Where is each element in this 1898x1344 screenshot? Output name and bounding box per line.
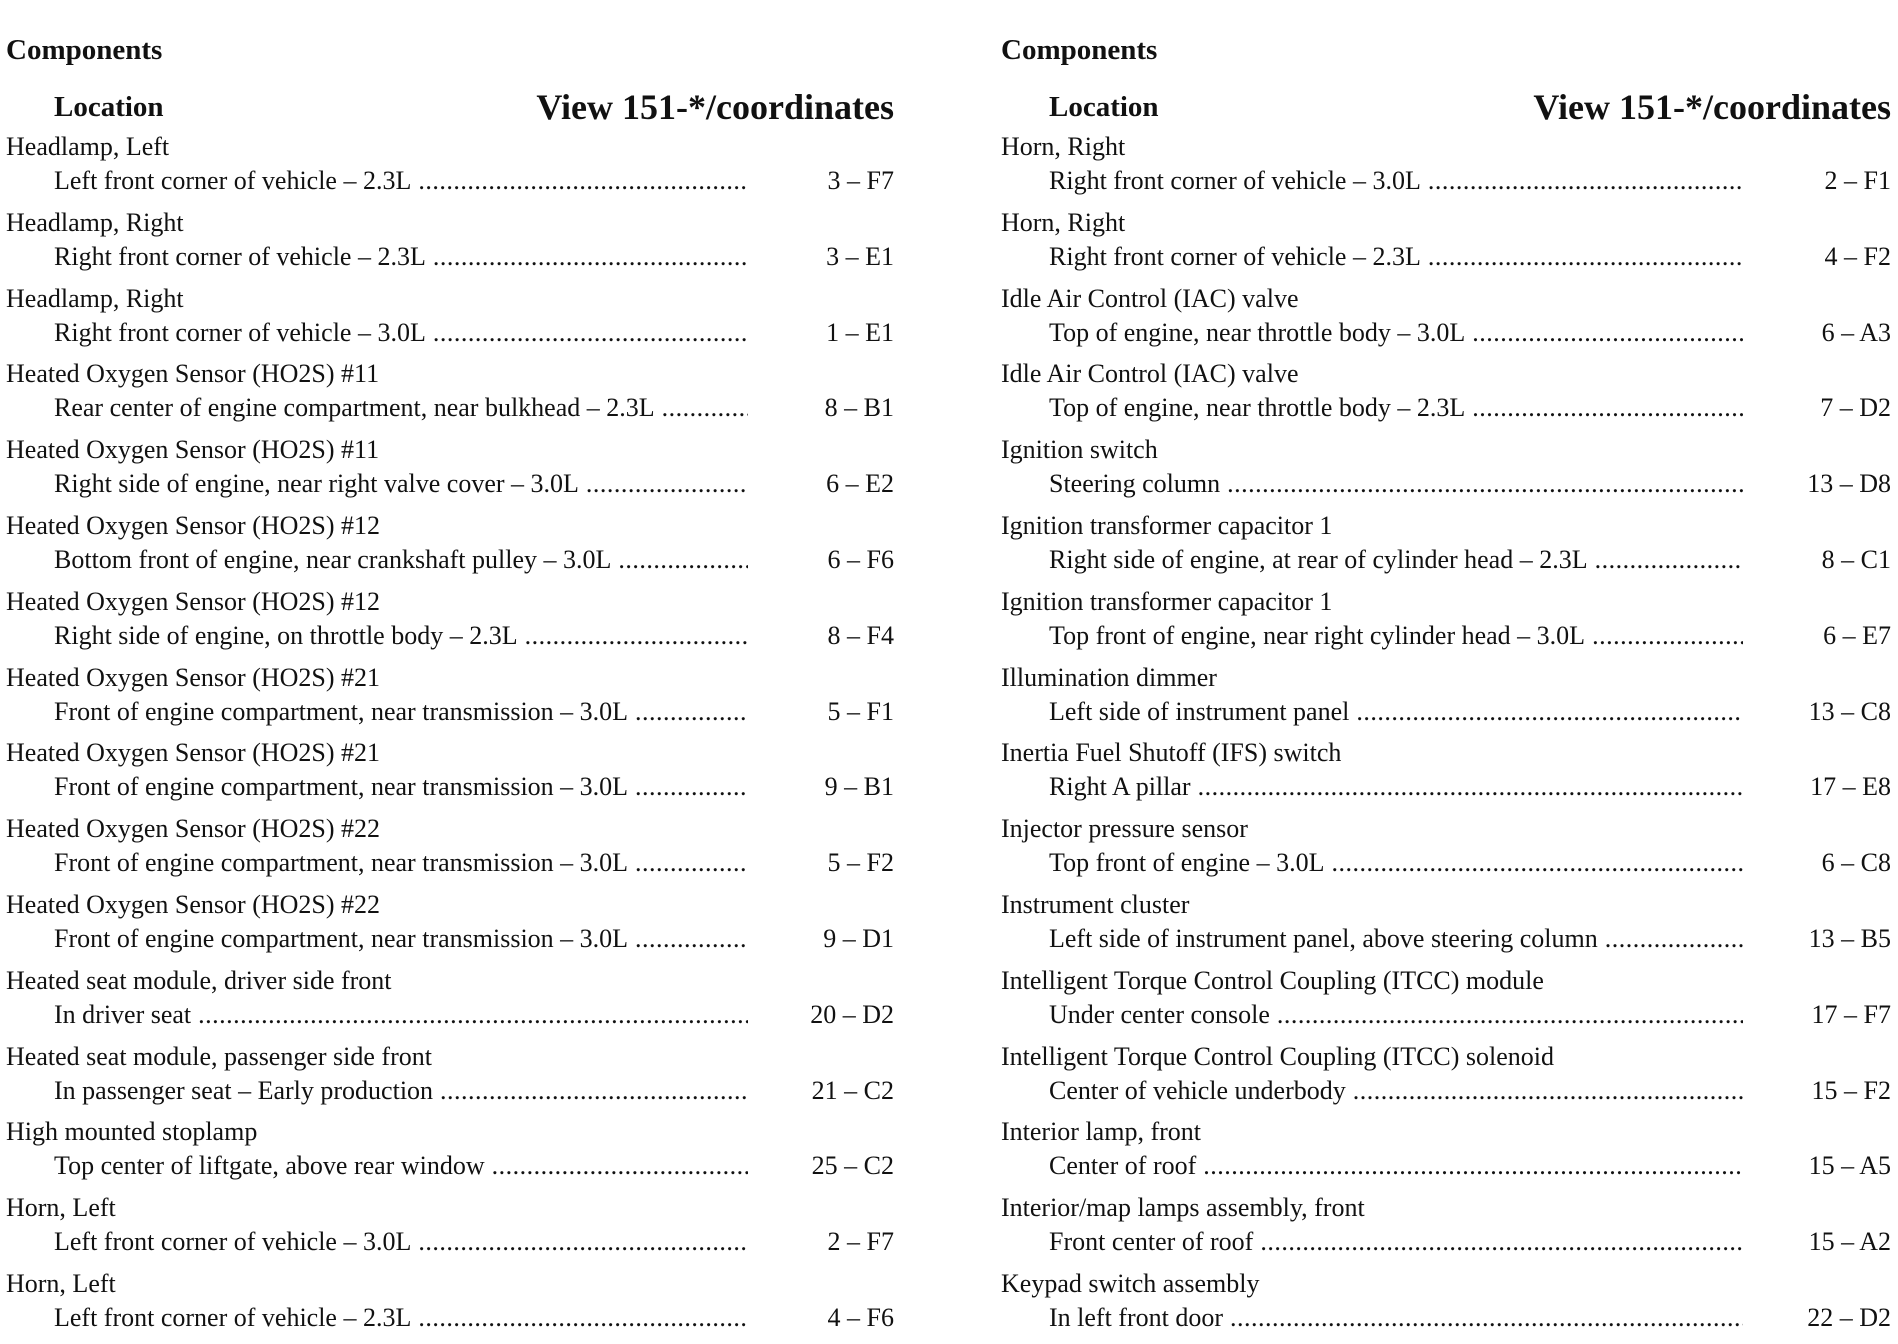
component-entry [1001,736,1891,812]
section-title: Components [6,34,163,66]
location-description: In passenger seat – Early production ..... [54,1074,748,1108]
component-detail-row [6,1149,894,1183]
component-entry [1001,433,1891,509]
view-coordinate: 9 – D1 [823,923,894,953]
column-header [6,70,894,130]
location-description: Top front of engine – 3.0L ..... [1049,846,1743,880]
location-description: Front of engine compartment, near transmission – 3.0L ..... [54,922,748,956]
component-name: Intelligent Torque Control Coupling (ITCC) module [1001,965,1544,995]
location-description: Right front corner of vehicle – 2.3L ..... [54,240,748,274]
component-detail-row [6,695,894,729]
component-detail-row [6,998,894,1032]
location-description: Right side of engine, on throttle body – 2.3L ..... [54,619,748,653]
component-entry [6,282,894,358]
component-name: Horn, Left [6,1268,116,1298]
component-detail-row [6,1301,894,1335]
location-description: Top front of engine, near right cylinder head – 3.0L ..... [1049,619,1743,653]
right-column [1001,30,1891,1343]
component-name: Heated Oxygen Sensor (HO2S) #11 [6,359,380,389]
component-detail-row [6,846,894,880]
component-name: Keypad switch assembly [1001,1268,1260,1298]
component-entry [1001,1191,1891,1267]
component-detail-row [6,922,894,956]
location-description: Rear center of engine compartment, near bulkhead – 2.3L ..... [54,391,748,425]
component-name: Heated Oxygen Sensor (HO2S) #22 [6,889,381,919]
component-detail-row [6,164,894,198]
component-detail-row [1001,164,1891,198]
component-name: High mounted stoplamp [6,1117,258,1147]
component-entry [6,130,894,206]
component-entry [1001,130,1891,206]
component-name: Ignition transformer capacitor 1 [1001,510,1333,540]
location-description: Center of vehicle underbody ..... [1049,1074,1743,1108]
component-entry [1001,1040,1891,1116]
component-entry [6,736,894,812]
component-detail-row [1001,1225,1891,1259]
view-coordinate: 20 – D2 [810,999,894,1029]
view-coordinate: 2 – F7 [827,1227,894,1257]
view-coordinate: 3 – F7 [827,166,894,195]
component-detail-row [6,1074,894,1108]
location-description: In driver seat ..... [54,998,748,1032]
component-entry [1001,585,1891,661]
component-name: Interior/map lamps assembly, front [1001,1193,1365,1223]
component-name: Heated seat module, driver side front [6,965,392,995]
component-entry [6,661,894,737]
view-coordinate: 5 – F1 [827,696,894,726]
component-name: Horn, Right [1001,207,1126,237]
view-coordinate: 6 – E7 [1823,620,1891,650]
location-description: Left front corner of vehicle – 2.3L ..... [54,1301,748,1335]
location-description: Left side of instrument panel ..... [1049,695,1743,729]
component-detail-row [1001,316,1891,350]
component-detail-row [1001,391,1891,425]
component-name: Ignition transformer capacitor 1 [1001,586,1333,616]
view-coordinates-header: View 151-*/coordinates [536,87,894,127]
component-entry [1001,1267,1891,1343]
view-coordinate: 4 – F2 [1824,241,1891,271]
component-entry [1001,661,1891,737]
location-header: Location [54,91,164,123]
view-coordinate: 4 – F6 [827,1302,894,1332]
component-detail-row [1001,543,1891,577]
component-entry [1001,888,1891,964]
view-coordinate: 6 – C8 [1821,848,1891,878]
view-coordinate: 22 – D2 [1807,1302,1891,1332]
component-detail-row [6,467,894,501]
view-coordinate: 8 – B1 [824,393,894,423]
component-detail-row [6,770,894,804]
component-detail-row [1001,770,1891,804]
component-entry [6,1115,894,1191]
location-description: Front of engine compartment, near transmission – 3.0L ..... [54,846,748,880]
view-coordinate: 13 – D8 [1807,469,1891,499]
location-header: Location [1049,91,1159,123]
location-description: Center of roof ..... [1049,1149,1743,1183]
component-name: Illumination dimmer [1001,662,1217,692]
view-coordinate: 2 – F1 [1824,166,1891,195]
location-description: Right front corner of vehicle – 3.0L ..... [1049,164,1743,198]
view-coordinate: 6 – E2 [826,469,894,499]
view-coordinate: 15 – A5 [1808,1151,1891,1181]
component-name: Heated Oxygen Sensor (HO2S) #11 [6,435,380,465]
component-entry [1001,509,1891,585]
component-name: Horn, Left [6,1193,116,1223]
location-description: Right side of engine, near right valve cover – 3.0L ..... [54,467,748,501]
component-name: Headlamp, Right [6,207,184,237]
left-column [6,30,894,1343]
location-description: Left front corner of vehicle – 2.3L ..... [54,164,748,198]
section-title: Components [1001,34,1158,66]
location-description: Right side of engine, at rear of cylinder head – 2.3L ..... [1049,543,1743,577]
component-detail-row [1001,922,1891,956]
component-name: Heated Oxygen Sensor (HO2S) #12 [6,586,381,616]
location-description: Left side of instrument panel, above steering column ..... [1049,922,1743,956]
view-coordinate: 17 – F7 [1811,999,1891,1029]
component-name: Horn, Right [1001,132,1126,161]
component-entry [6,812,894,888]
view-coordinate: 13 – B5 [1808,923,1891,953]
component-entry [6,509,894,585]
view-coordinate: 6 – F6 [827,544,894,574]
component-entry [1001,206,1891,282]
component-detail-row [1001,846,1891,880]
view-coordinate: 7 – D2 [1820,393,1891,423]
component-detail-row [6,1225,894,1259]
location-description: Under center console ..... [1049,998,1743,1032]
component-detail-row [6,391,894,425]
component-name: Heated Oxygen Sensor (HO2S) #22 [6,814,381,844]
component-entry [6,1191,894,1267]
location-description: Bottom front of engine, near crankshaft pulley – 3.0L ..... [54,543,748,577]
component-name: Heated Oxygen Sensor (HO2S) #21 [6,662,381,692]
view-coordinate: 5 – F2 [827,848,894,878]
location-description: Front center of roof ..... [1049,1225,1743,1259]
location-description: Front of engine compartment, near transmission – 3.0L ..... [54,695,748,729]
view-coordinate: 6 – A3 [1821,317,1891,347]
view-coordinate: 21 – C2 [811,1075,894,1105]
component-entry [6,206,894,282]
column-header [1001,70,1891,130]
component-detail-row [6,316,894,350]
component-name: Injector pressure sensor [1001,814,1248,844]
component-entry [6,964,894,1040]
component-detail-row [1001,619,1891,653]
component-entry [6,585,894,661]
component-detail-row [6,619,894,653]
component-entry [6,1040,894,1116]
location-description: Top of engine, near throttle body – 2.3L ..... [1049,391,1743,425]
location-description: Left front corner of vehicle – 3.0L ..... [54,1225,748,1259]
view-coordinate: 25 – C2 [811,1151,894,1181]
component-detail-row [1001,467,1891,501]
location-description: Top of engine, near throttle body – 3.0L ..... [1049,316,1743,350]
component-entry [1001,282,1891,358]
location-description: Front of engine compartment, near transmission – 3.0L ..... [54,770,748,804]
component-name: Headlamp, Left [6,132,170,161]
view-coordinates-header: View 151-*/coordinates [1533,87,1891,127]
component-entry [1001,357,1891,433]
component-entry [6,433,894,509]
component-detail-row [1001,695,1891,729]
location-description: Right front corner of vehicle – 3.0L ..... [54,316,748,350]
component-name: Intelligent Torque Control Coupling (ITCC) solenoid [1001,1041,1555,1071]
component-name: Instrument cluster [1001,889,1190,919]
component-name: Idle Air Control (IAC) valve [1001,283,1299,313]
component-entry [1001,1115,1891,1191]
component-name: Interior lamp, front [1001,1117,1201,1147]
component-entry [6,888,894,964]
view-coordinate: 13 – C8 [1808,696,1891,726]
location-description: In left front door ..... [1049,1301,1743,1335]
component-entry [6,1267,894,1343]
component-detail-row [6,543,894,577]
view-coordinate: 9 – B1 [824,772,894,802]
component-detail-row [1001,1149,1891,1183]
location-description: Steering column ..... [1049,467,1743,501]
view-coordinate: 15 – A2 [1808,1227,1891,1257]
component-name: Heated seat module, passenger side front [6,1041,432,1071]
location-description: Right A pillar ..... [1049,770,1743,804]
component-detail-row [1001,1074,1891,1108]
view-coordinate: 17 – E8 [1810,772,1891,802]
view-coordinate: 15 – F2 [1811,1075,1891,1105]
component-detail-row [1001,998,1891,1032]
entry-list [6,130,894,1343]
component-name: Heated Oxygen Sensor (HO2S) #12 [6,510,381,540]
component-name: Ignition switch [1001,435,1158,465]
component-detail-row [1001,240,1891,274]
component-detail-row [1001,1301,1891,1335]
component-name: Idle Air Control (IAC) valve [1001,359,1299,389]
component-name: Headlamp, Right [6,283,184,313]
view-coordinate: 1 – E1 [826,317,894,347]
view-coordinate: 3 – E1 [826,241,894,271]
component-entry [1001,964,1891,1040]
component-name: Heated Oxygen Sensor (HO2S) #21 [6,738,381,768]
component-entry [6,357,894,433]
location-description: Right front corner of vehicle – 2.3L ..... [1049,240,1743,274]
view-coordinate: 8 – F4 [827,620,894,650]
component-entry [1001,812,1891,888]
location-description: Top center of liftgate, above rear window ..... [54,1149,748,1183]
component-name: Inertia Fuel Shutoff (IFS) switch [1001,738,1342,768]
component-detail-row [6,240,894,274]
entry-list [1001,130,1891,1343]
view-coordinate: 8 – C1 [1821,544,1891,574]
